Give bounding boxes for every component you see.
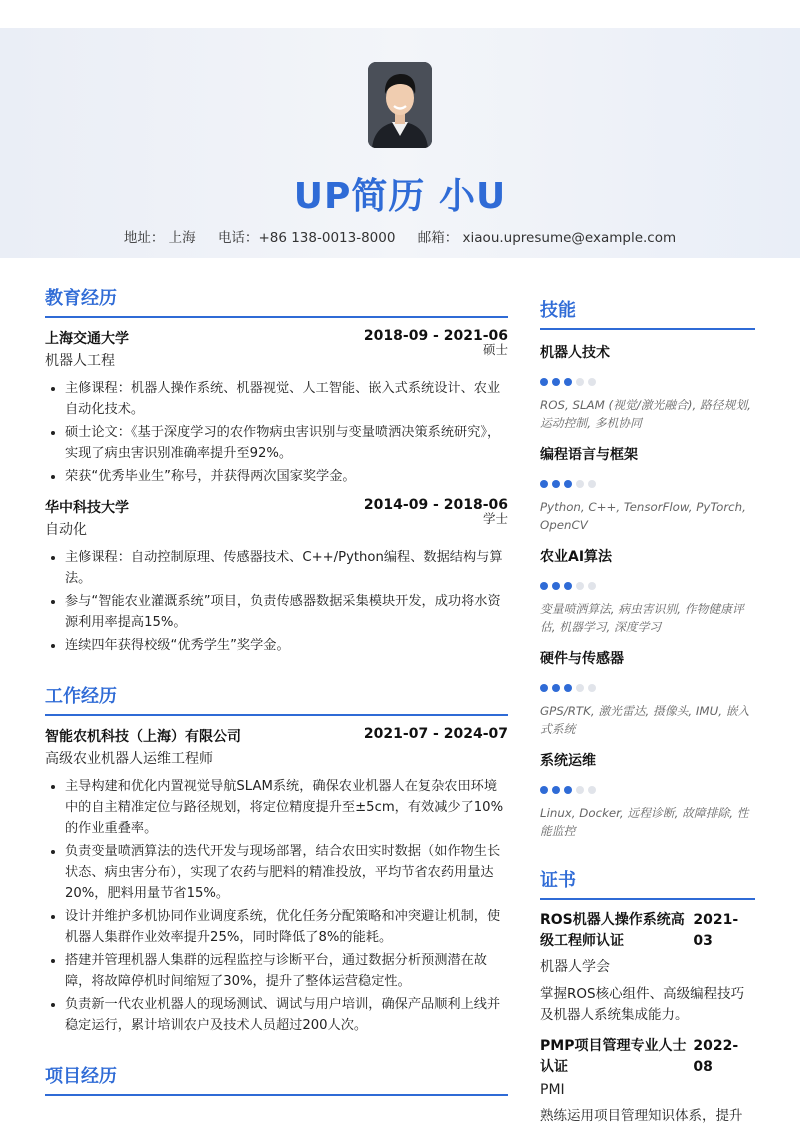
skill-name: 机器人技术	[540, 345, 610, 361]
rating-dot	[564, 684, 572, 692]
list-item: • 设计并维护多机协同作业调度系统，优化任务分配策略和冲突避让机制，使机器人集群作业效率提升25%，同时降低了8%的能耗。	[65, 906, 508, 948]
rating-dot	[564, 480, 572, 488]
certificate-name: PMP项目管理专业人士认证	[540, 1038, 687, 1075]
rating-dot	[576, 378, 584, 386]
date-range: 2014-09 - 2018-06	[363, 497, 508, 513]
contact-email: 邮箱： xiaou.upresume@example.com	[417, 230, 677, 246]
skill-description: 变量喷洒算法, 病虫害识别, 作物健康评估, 机器学习, 深度学习	[540, 602, 744, 634]
major: 机器人工程	[45, 353, 115, 369]
skill-description: GPS/RTK, 激光雷达, 摄像头, IMU, 嵌入式系统	[540, 704, 750, 736]
rating-dot	[540, 786, 548, 794]
certificate-description: 掌握ROS核心组件、高级编程技巧及机器人系统集成能力。	[540, 986, 745, 1023]
education-entry	[45, 497, 508, 656]
rating-dot	[552, 582, 560, 590]
rating-dot	[552, 378, 560, 386]
skill-description: Python, C++, TensorFlow, PyTorch, OpenCV	[540, 500, 746, 532]
certificate-issuer: 机器人学会	[540, 959, 610, 975]
top-strip	[0, 0, 800, 28]
list-item: • 荣获“优秀毕业生”称号，并获得两次国家奖学金。	[65, 466, 508, 487]
certificates-title: 证书	[540, 866, 755, 900]
right-column	[540, 258, 755, 1127]
rating-dot	[588, 582, 596, 590]
skill-level-rating	[540, 582, 755, 590]
degree: 学士	[482, 511, 508, 526]
rating-dot	[540, 684, 548, 692]
list-item: • 主导构建和优化内置视觉导航SLAM系统，确保农业机器人在复杂农田环境中的自主精准定位与路径规划，将定位精度提升至±5cm，有效减少了10%的作业重叠率。	[65, 776, 508, 839]
skill-level-rating	[540, 480, 755, 488]
date-range: 2021-07 - 2024-07	[363, 726, 508, 742]
resume-header	[0, 28, 800, 258]
skill-level-rating	[540, 684, 755, 692]
work-title: 工作经历	[45, 682, 508, 716]
skill-name: 硬件与传感器	[540, 651, 624, 667]
skill-description: ROS, SLAM (视觉/激光融合), 路径规划, 运动控制, 多机协同	[540, 398, 751, 430]
certificate-entry	[540, 1036, 755, 1127]
major: 自动化	[45, 522, 87, 538]
certificate-name: ROS机器人操作系统高级工程师认证	[540, 912, 685, 949]
school-name: 华中科技大学	[45, 500, 129, 516]
job-role: 高级农业机器人运维工程师	[45, 751, 213, 767]
rating-dot	[564, 786, 572, 794]
list-item: • 搭建并管理机器人集群的远程监控与诊断平台，通过数据分析预测潜在故障，将故障停机时间缩短了30%，提升了整体运营稳定性。	[65, 950, 508, 992]
rating-dot	[588, 378, 596, 386]
skill-name: 编程语言与框架	[540, 447, 638, 463]
rating-dot	[576, 480, 584, 488]
education-entry	[45, 328, 508, 487]
list-item: • 负责新一代农业机器人的现场测试、调试与用户培训，确保产品顺利上线并稳定运行，累计培训农户及技术人员超过200人次。	[65, 994, 508, 1036]
rating-dot	[564, 378, 572, 386]
profile-photo	[368, 62, 432, 148]
skill-item	[540, 444, 755, 534]
list-item: • 负责变量喷洒算法的迭代开发与现场部署，结合农田实时数据（如作物生长状态、病虫害分布），实现了农药与肥料的精准投放，平均节省农药用量达20%，肥料用量节省15%。	[65, 841, 508, 904]
certificate-description: 熟练运用项目管理知识体系，提升	[540, 1108, 743, 1124]
contact-line	[0, 226, 800, 246]
certificate-issuer: PMI	[540, 1082, 565, 1098]
rating-dot	[552, 786, 560, 794]
bullet-list	[45, 547, 508, 656]
skill-name: 农业AI算法	[540, 549, 613, 565]
company-name: 智能农机科技（上海）有限公司	[45, 729, 241, 745]
school-name: 上海交通大学	[45, 331, 129, 347]
rating-dot	[540, 582, 548, 590]
rating-dot	[564, 582, 572, 590]
rating-dot	[588, 684, 596, 692]
contact-address: 地址： 上海	[123, 230, 196, 246]
skill-item	[540, 648, 755, 738]
rating-dot	[540, 480, 548, 488]
candidate-name: UP简历 小U	[293, 176, 507, 217]
rating-dot	[576, 786, 584, 794]
skill-item	[540, 546, 755, 636]
resume-body	[0, 258, 800, 1130]
contact-phone: 电话：+86 138-0013-8000	[217, 230, 396, 246]
rating-dot	[576, 582, 584, 590]
education-title: 教育经历	[45, 284, 508, 318]
certificate-entry	[540, 910, 755, 1026]
rating-dot	[540, 378, 548, 386]
list-item: • 参与“智能农业灌溉系统”项目，负责传感器数据采集模块开发，成功将水资源利用率提高15%。	[65, 591, 508, 633]
bullet-list	[45, 776, 508, 1036]
skill-name: 系统运维	[540, 753, 596, 769]
skill-item	[540, 750, 755, 840]
rating-dot	[588, 786, 596, 794]
skill-description: Linux, Docker, 远程诊断, 故障排除, 性能监控	[540, 806, 749, 838]
skills-list	[540, 342, 755, 840]
rating-dot	[552, 480, 560, 488]
list-item: • 主修课程：机器人操作系统、机器视觉、人工智能、嵌入式系统设计、农业自动化技术。	[65, 378, 508, 420]
work-entry	[45, 726, 508, 1036]
skill-level-rating	[540, 786, 755, 794]
project-title: 项目经历	[45, 1062, 508, 1096]
skill-item	[540, 342, 755, 432]
list-item: • 硕士论文：《基于深度学习的农作物病虫害识别与变量喷洒决策系统研究》，实现了病虫害识别准确率提升至92%。	[65, 422, 508, 464]
certificate-date: 2022-08	[693, 1038, 739, 1075]
date-range: 2018-09 - 2021-06	[363, 328, 508, 344]
certificate-date: 2021-03	[693, 912, 739, 949]
rating-dot	[552, 684, 560, 692]
skills-title: 技能	[540, 296, 755, 330]
bullet-list	[45, 378, 508, 487]
degree: 硕士	[482, 342, 508, 357]
left-column	[45, 258, 508, 1096]
list-item: • 连续四年获得校级“优秀学生”奖学金。	[65, 635, 508, 656]
rating-dot	[576, 684, 584, 692]
rating-dot	[588, 480, 596, 488]
skill-level-rating	[540, 378, 755, 386]
list-item: • 主修课程：自动控制原理、传感器技术、C++/Python编程、数据结构与算法。	[65, 547, 508, 589]
